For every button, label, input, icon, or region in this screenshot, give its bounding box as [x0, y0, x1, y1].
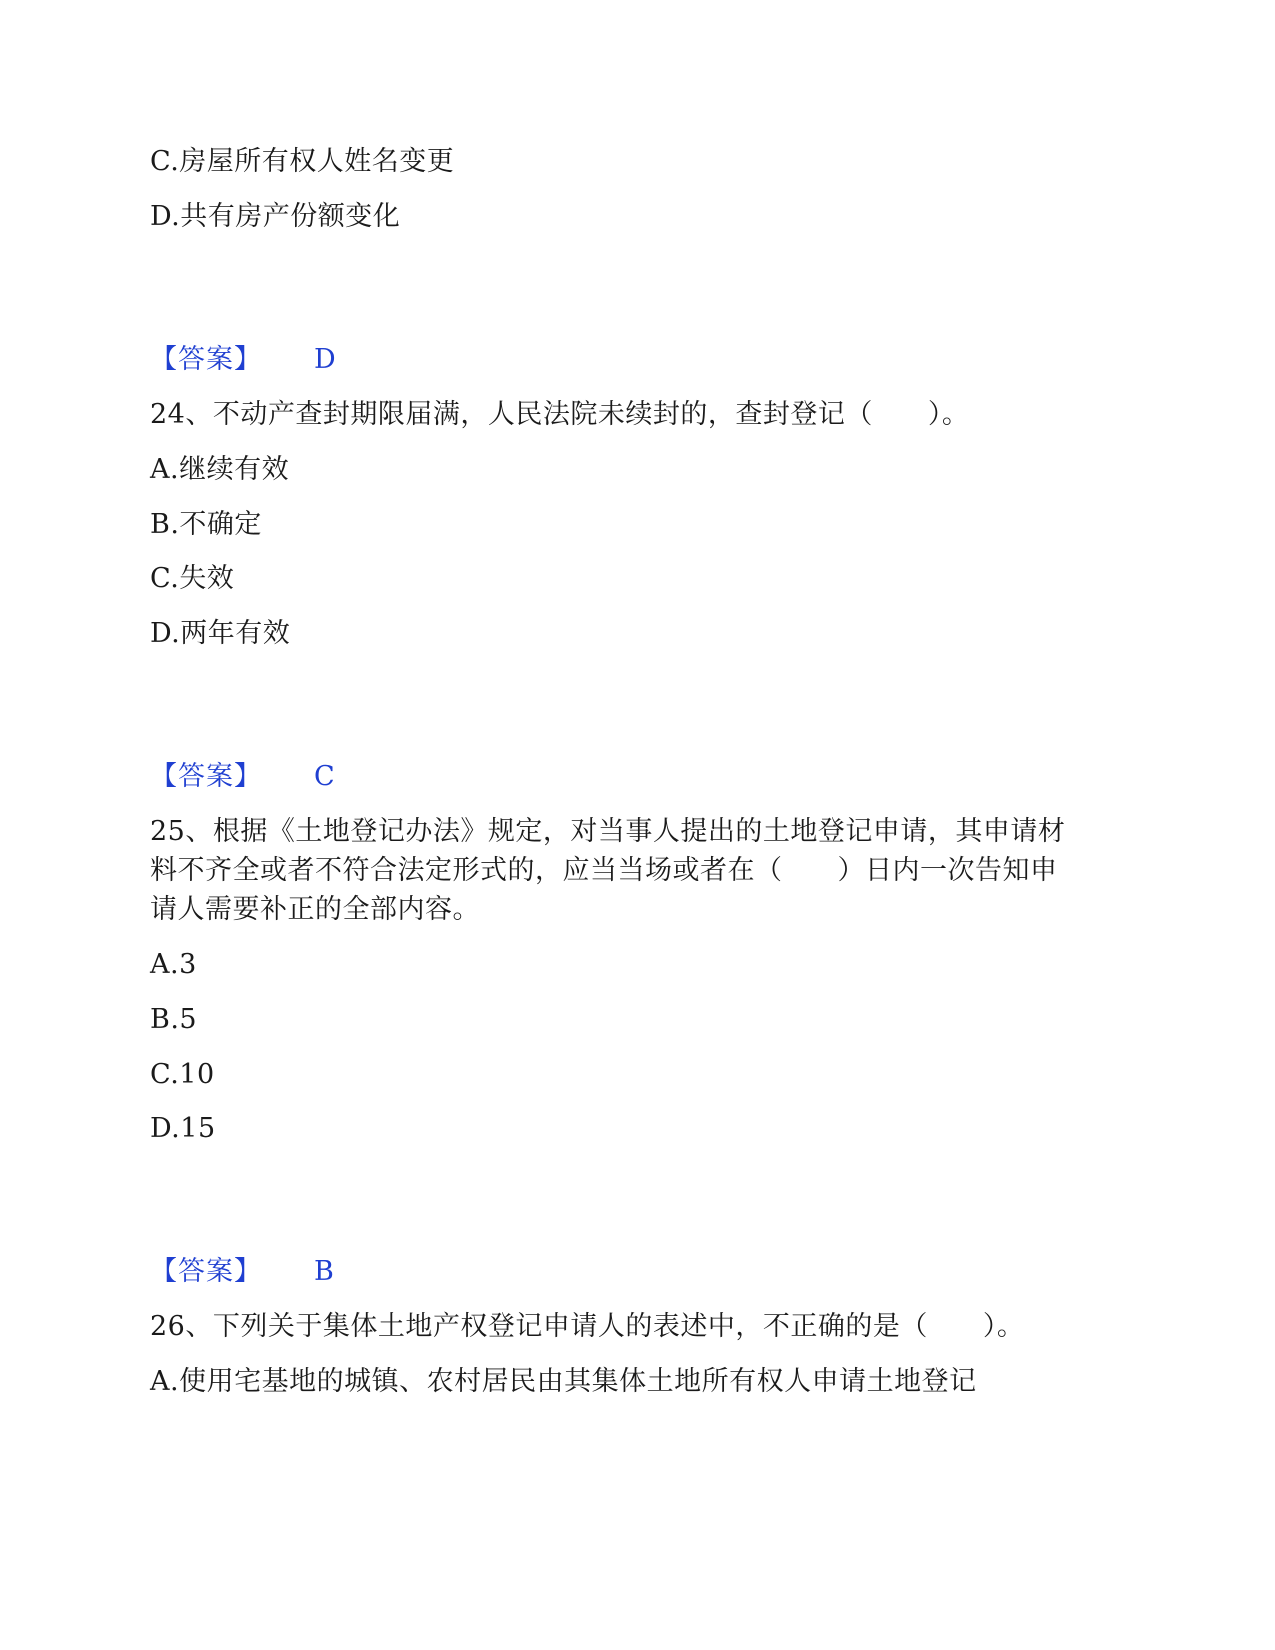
q25-option-a: A.3 [150, 949, 197, 980]
q24-option-b: B.不确定 [150, 509, 262, 540]
q24-answer [150, 760, 335, 794]
answer-value: C [314, 761, 335, 792]
q25-option-c: C.10 [150, 1059, 215, 1090]
q25-stem-line-1: 25、根据《土地登记办法》规定，对当事人提出的土地登记申请，其申请材 [150, 816, 1066, 847]
answer-value: D [314, 344, 336, 375]
q24-option-a: A.继续有效 [150, 454, 290, 485]
answer-label: 【答案】 [150, 761, 262, 792]
answer-label: 【答案】 [150, 344, 262, 375]
q25-stem-line-2: 料不齐全或者不符合法定形式的，应当当场或者在（ ）日内一次告知申 [150, 855, 1058, 886]
q26-option-a: A.使用宅基地的城镇、农村居民由其集体土地所有权人申请土地登记 [150, 1366, 977, 1397]
q23-option-d: D.共有房产份额变化 [150, 201, 401, 232]
q23-option-c: C.房屋所有权人姓名变更 [150, 146, 455, 177]
q25-option-d: D.15 [150, 1113, 216, 1144]
q25-option-b: B.5 [150, 1004, 198, 1035]
answer-label: 【答案】 [150, 1256, 262, 1287]
q24-option-d: D.两年有效 [150, 618, 291, 649]
q23-answer [150, 343, 336, 377]
q24-option-c: C.失效 [150, 563, 235, 594]
answer-value: B [314, 1256, 334, 1287]
q25-stem-line-3: 请人需要补正的全部内容。 [150, 894, 480, 925]
q26-stem: 26、下列关于集体土地产权登记申请人的表述中，不正确的是（ ）。 [150, 1311, 1025, 1342]
q24-stem: 24、不动产查封期限届满，人民法院未续封的，查封登记（ ）。 [150, 399, 970, 430]
q25-answer [150, 1255, 334, 1289]
